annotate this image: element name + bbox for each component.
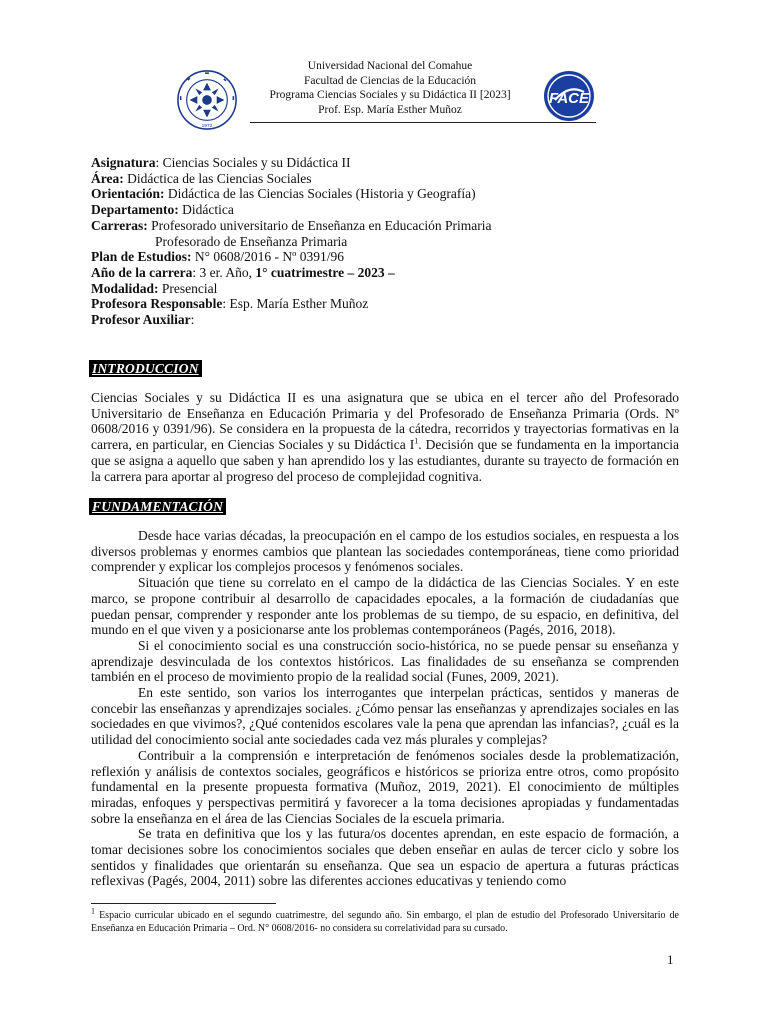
info-modalidad: Modalidad: Presencial	[91, 280, 218, 296]
svg-text:FACE: FACE	[548, 90, 590, 107]
info-auxiliar: Profesor Auxiliar:	[91, 312, 195, 328]
info-profesora: Profesora Responsable: Esp. María Esther Muñoz	[91, 296, 369, 312]
header-divider	[250, 122, 596, 123]
section-heading-introduccion: INTRODUCCION	[89, 360, 202, 377]
paragraph: Situación que tiene su correlato en el campo de la didáctica de las Ciencias Sociales. Y en este marco, se propone contribuir al desarrollo de capacidades epocales, a la formación de ciudadanías que puedan pensar, comprender y responder ante los problemas de su tiempo, de su espacio, en definitiva, del mundo en el que viven y a posicionarse ante los problemas contemporáneos (Pagés, 2016, 2018).	[91, 575, 679, 638]
paragraph: Se trata en definitiva que los y las futura/os docentes aprendan, en este espacio de formación, a tomar decisiones sobre los conocimientos sociales que deben enseñar en aulas de tercer ciclo y sobre los sentidos y finalidades que orientarán su enseñanza. Que sea un espacio de apertura a futuras prácticas reflexivas (Pagés, 2004, 2011) sobre las diferentes acciones educativas y teniendo como	[91, 826, 679, 889]
paragraph: Contribuir a la comprensión e interpretación de fenómenos sociales desde la problematización, reflexión y análisis de contextos sociales, geográficos e históricos se prioriza entre otros, como propósito fundamental en la presente propuesta formativa (Muñoz, 2019, 2021). El conocimiento de múltiples miradas, enfoques y perspectivas permitirá y favorecer a la toma decisiones apropiadas y fundamentadas sobre la enseñanza en el área de las Ciencias Sociales de la escuela primaria.	[91, 747, 679, 826]
fundamentacion-body	[91, 528, 679, 889]
header-faculty: Facultad de Ciencias de la Educación	[303, 74, 477, 87]
footnote-ref[interactable]: 1	[414, 436, 419, 446]
footnote-divider	[91, 903, 276, 904]
paragraph: En este sentido, son varios los interrogantes que interpelan prácticas, sentidos y maneras de concebir las enseñanzas y aprendizajes sociales. ¿Cómo pensar las enseñanzas y aprendizajes sociales en las sociedades en que vivimos?, ¿Qué contenidos escolares vale la pena que aprendan las infancias?, ¿cuál es la utilidad del conocimiento social ante sociedades cada vez más plurales y complejas?	[91, 685, 679, 748]
header-professor: Prof. Esp. María Esther Muñoz	[318, 103, 462, 116]
footnote: $^1$ Espacio curricular ubicado en el segundo cuatrimestre, del segundo año. Sin embargo, el plan de estudio del Profesorado Universitario de Enseñanza en Educación Primaria – Ord. N° 0608/2016- no considera su correlatividad para su cursado.	[91, 906, 679, 934]
faculty-logo-icon	[543, 70, 595, 122]
document-header	[200, 59, 580, 117]
info-departamento: Departamento: Didáctica	[91, 202, 234, 218]
intro-paragraph: Ciencias Sociales y su Didáctica II es una asignatura que se ubica en el tercer año del Profesorado Universitario de Enseñanza en Educación Primaria y del Profesorado de Enseñanza Primaria (Ords. Nº 0608/2016 y 0391/96). Se considera en la propuesta de la cátedra, recorridos y trayectorias formativas en la carrera, en particular, en Ciencias Sociales y su Didáctica $I^1$. Decisión que se fundamenta en la importancia que se asigna a aquello que saben y han aprendido los y las estudiantes, durante su trayecto de formación en la carrera para aportar al progreso del proceso de complejidad cognitiva.	[91, 390, 679, 484]
info-asignatura: Asignatura: Ciencias Sociales y su Didáctica II	[91, 155, 351, 170]
info-area: Área: Didáctica de las Ciencias Sociales	[91, 170, 312, 186]
page-number: 1	[667, 952, 674, 967]
info-carreras-2: Profesorado de Enseñanza Primaria	[155, 233, 348, 249]
info-anio: Año de la carrera: 3 er. Año, 1° cuatrimestre – 2023 –	[91, 264, 395, 280]
info-carreras: Carreras: Profesorado universitario de Enseñanza en Educación Primaria	[91, 217, 492, 233]
seal-year: 1972	[201, 124, 213, 130]
section-heading-fundamentacion: FUNDAMENTACIÓN	[89, 498, 226, 515]
course-info	[91, 155, 691, 328]
paragraph: Si el conocimiento social es una construcción socio-histórica, no se puede pensar su enseñanza y aprendizaje desvinculada de los contextos históricos. Las finalidades de su enseñanza se comprenden también en el proceso de movimiento propio de la realidad social (Funes, 2009, 2021).	[91, 637, 679, 685]
info-plan: Plan de Estudios: N° 0608/2016 - Nº 0391/96	[91, 249, 344, 265]
header-university: Universidad Nacional del Comahue	[307, 60, 473, 72]
paragraph: Desde hace varias décadas, la preocupación en el campo de los estudios sociales, en respuesta a los diversos problemas y enormes cambios que plantean las sociedades contemporáneas, tiene como prioridad comprender y explicar los complejos procesos y fenómenos sociales.	[91, 528, 679, 575]
info-orientacion: Orientación: Didáctica de las Ciencias Sociales (Historia y Geografía)	[91, 186, 476, 202]
header-program: Programa Ciencias Sociales y su Didáctica II [2023]	[269, 89, 511, 101]
